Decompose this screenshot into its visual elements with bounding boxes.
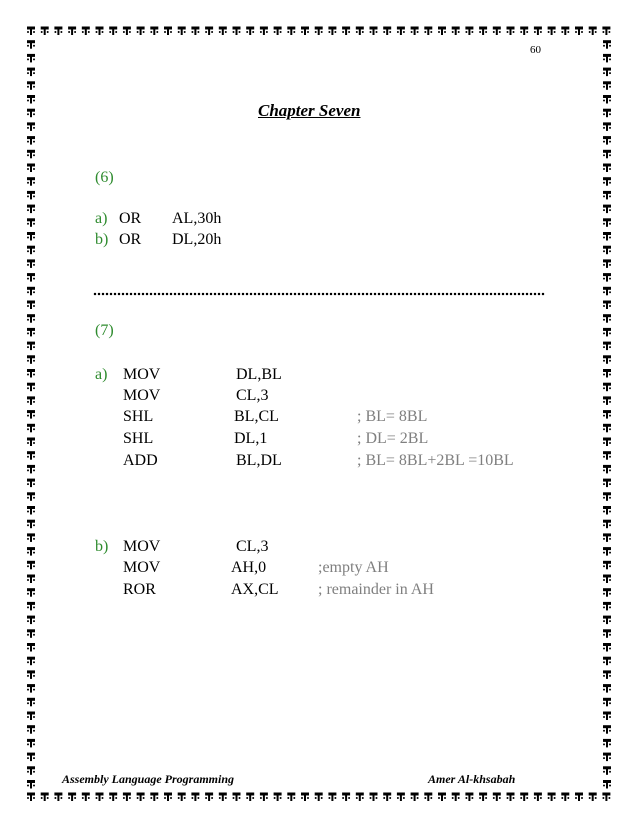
border-ornament: [219, 27, 227, 36]
border-ornament: [603, 698, 611, 707]
border-ornament: [27, 342, 35, 351]
border-ornament: [82, 793, 90, 802]
border-ornament: [603, 122, 611, 130]
border-ornament: [68, 793, 76, 802]
border-ornament: [603, 753, 611, 762]
border-ornament: [603, 547, 611, 556]
border-ornament: [164, 793, 172, 802]
border-ornament: [246, 27, 254, 36]
q7-b-line-3-args: AX,CL: [231, 581, 279, 598]
border-ornament: [603, 616, 611, 625]
border-ornament: [603, 438, 611, 447]
border-ornament: [27, 287, 35, 296]
border-ornament: [603, 287, 611, 296]
border-ornament: [96, 27, 104, 36]
border-ornament: [315, 27, 323, 36]
border-ornament: [205, 27, 213, 36]
border-ornament: [383, 27, 391, 36]
border-ornament: [68, 27, 76, 36]
border-ornament: [603, 191, 611, 200]
border-ornament: [178, 27, 186, 36]
border-ornament: [603, 109, 611, 118]
border-ornament: [603, 479, 611, 488]
border-ornament: [27, 712, 35, 721]
border-ornament: [603, 81, 611, 90]
q7-a-line-5-op: ADD: [123, 452, 158, 469]
border-ornament: [493, 27, 501, 36]
q7-b-line-2-op: MOV: [123, 559, 161, 576]
border-ornament: [465, 27, 473, 36]
border-ornament: [602, 793, 610, 802]
border-ornament: [109, 27, 117, 36]
border-ornament: [603, 780, 611, 789]
border-ornament: [603, 396, 611, 405]
border-ornament: [27, 273, 35, 282]
border-ornament: [589, 27, 597, 36]
border-ornament: [27, 54, 35, 63]
border-ornament: [27, 109, 35, 118]
border-ornament: [603, 314, 611, 323]
border-ornament: [397, 27, 405, 36]
border-ornament: [603, 725, 611, 734]
border-ornament: [603, 533, 611, 542]
question-7-label: (7): [95, 322, 114, 339]
border-ornament: [27, 27, 35, 36]
q7-b-line-1-op: MOV: [123, 538, 161, 555]
border-ornament: [27, 561, 35, 570]
border-ornament: [150, 27, 158, 36]
border-ornament: [27, 40, 35, 49]
border-ornament: [520, 793, 528, 802]
border-ornament: [27, 328, 35, 337]
border-ornament: [27, 369, 35, 378]
border-ornament: [27, 575, 35, 584]
border-ornament: [82, 27, 90, 36]
border-ornament: [603, 218, 611, 227]
border-ornament: [246, 793, 254, 802]
border-ornament: [301, 27, 309, 36]
border-ornament: [27, 232, 35, 241]
dotted-separator: [93, 292, 545, 296]
border-ornament: [548, 793, 556, 802]
border-ornament: [123, 27, 131, 36]
q6-a-args: AL,30h: [172, 210, 222, 227]
border-ornament: [137, 793, 145, 802]
border-ornament: [603, 177, 611, 186]
border-ornament: [603, 739, 611, 748]
border-ornament: [507, 27, 515, 36]
border-ornament: [575, 27, 583, 36]
border-ornament: [603, 54, 611, 63]
border-ornament: [274, 793, 282, 802]
q7-a-line-3-op: SHL: [123, 408, 154, 425]
border-ornament: [27, 68, 35, 77]
border-ornament: [603, 424, 611, 433]
q6-b-letter: b): [95, 231, 109, 248]
border-ornament: [27, 451, 35, 460]
border-ornament: [27, 670, 35, 679]
border-ornament: [603, 766, 611, 775]
border-ornament: [27, 150, 35, 159]
border-ornament: [603, 68, 611, 77]
border-ornament: [27, 205, 35, 214]
border-ornament: [27, 520, 35, 529]
q7-a-line-2-op: MOV: [123, 387, 161, 404]
border-ornament: [27, 191, 35, 200]
border-ornament: [27, 396, 35, 405]
border-ornament: [27, 314, 35, 323]
border-ornament: [424, 27, 432, 36]
q7-a-line-5-comment: ; BL= 8BL+2BL =10BL: [357, 452, 514, 469]
border-ornament: [315, 793, 323, 802]
border-ornament: [27, 602, 35, 611]
border-ornament: [603, 232, 611, 241]
border-ornament: [27, 766, 35, 775]
border-ornament: [603, 712, 611, 721]
border-ornament: [465, 793, 473, 802]
border-ornament: [603, 273, 611, 282]
border-ornament: [411, 793, 419, 802]
border-ornament: [27, 383, 35, 392]
border-ornament: [603, 95, 611, 104]
border-ornament: [603, 506, 611, 515]
border-ornament: [27, 81, 35, 90]
q6-a-letter: a): [95, 210, 108, 227]
border-ornament: [603, 164, 611, 173]
border-ornament: [27, 465, 35, 474]
border-ornament: [54, 793, 62, 802]
q7-a-line-1-args: DL,BL: [236, 366, 282, 383]
q7-b-letter: b): [95, 538, 109, 555]
border-ornament: [603, 451, 611, 460]
border-ornament: [27, 684, 35, 693]
border-ornament: [27, 122, 35, 130]
border-ornament: [493, 793, 501, 802]
border-ornament: [27, 657, 35, 666]
border-ornament: [41, 27, 49, 36]
border-ornament: [27, 136, 35, 145]
border-ornament: [27, 780, 35, 789]
border-ornament: [27, 725, 35, 734]
border-ornament: [603, 643, 611, 652]
border-ornament: [603, 355, 611, 364]
border-ornament: [603, 383, 611, 392]
q6-a-op: OR: [119, 210, 142, 227]
border-ornament: [356, 793, 364, 802]
border-ornament: [534, 27, 542, 36]
border-ornament: [287, 27, 295, 36]
border-ornament: [603, 328, 611, 337]
border-ornament: [411, 27, 419, 36]
border-ornament: [274, 27, 282, 36]
border-ornament: [27, 177, 35, 186]
border-ornament: [27, 424, 35, 433]
q7-b-line-2-comment: ;empty AH: [318, 559, 389, 576]
border-ornament: [328, 793, 336, 802]
border-ornament: [438, 27, 446, 36]
border-ornament: [191, 793, 199, 802]
border-ornament: [27, 259, 35, 268]
border-ornament: [27, 547, 35, 556]
border-ornament: [603, 684, 611, 693]
border-ornament: [424, 793, 432, 802]
border-ornament: [342, 793, 350, 802]
border-ornament: [27, 246, 35, 255]
border-ornament: [233, 27, 241, 36]
border-ornament: [534, 793, 542, 802]
border-ornament: [41, 793, 49, 802]
border-ornament: [287, 793, 295, 802]
border-ornament: [27, 438, 35, 447]
border-ornament: [27, 218, 35, 227]
border-ornament: [191, 27, 199, 36]
border-ornament: [561, 27, 569, 36]
border-ornament: [27, 410, 35, 419]
border-ornament: [27, 492, 35, 501]
border-ornament: [27, 95, 35, 104]
q6-b-args: DL,20h: [172, 231, 222, 248]
border-ornament: [603, 575, 611, 584]
chapter-title: Chapter Seven: [258, 101, 361, 120]
border-ornament: [301, 793, 309, 802]
border-ornament: [438, 793, 446, 802]
border-ornament: [603, 259, 611, 268]
border-ornament: [507, 793, 515, 802]
q7-a-line-3-comment: ; BL= 8BL: [357, 408, 428, 425]
border-ornament: [27, 588, 35, 597]
border-ornament: [27, 301, 35, 310]
border-ornament: [603, 465, 611, 474]
border-ornament: [27, 753, 35, 762]
q7-b-line-2-args: AH,0: [231, 559, 267, 576]
border-ornament: [370, 793, 378, 802]
q7-a-line-5-args: BL,DL: [236, 452, 282, 469]
q7-b-line-1-args: CL,3: [236, 538, 269, 555]
border-ornament: [164, 27, 172, 36]
border-ornament: [479, 793, 487, 802]
border-ornament: [548, 27, 556, 36]
border-ornament: [96, 793, 104, 802]
border-ornament: [520, 27, 528, 36]
border-ornament: [603, 301, 611, 310]
border-ornament: [603, 629, 611, 638]
border-ornament: [602, 27, 610, 36]
border-ornament: [356, 27, 364, 36]
border-ornament: [260, 27, 268, 36]
q7-b-line-3-comment: ; remainder in AH: [318, 581, 434, 598]
border-ornament: [479, 27, 487, 36]
question-6-label: (6): [95, 169, 114, 186]
q7-a-line-4-comment: ; DL= 2BL: [357, 430, 429, 447]
border-ornament: [603, 520, 611, 529]
border-ornament: [27, 479, 35, 488]
border-ornament: [452, 793, 460, 802]
border-ornament: [27, 643, 35, 652]
border-ornament: [27, 629, 35, 638]
border-ornament: [603, 246, 611, 255]
q7-a-line-3-args: BL,CL: [234, 408, 279, 425]
border-ornament: [109, 793, 117, 802]
border-ornament: [603, 670, 611, 679]
border-ornament: [603, 410, 611, 419]
border-ornament: [27, 793, 35, 802]
footer-right: Amer Al-khsabah: [428, 772, 516, 786]
border-ornament: [54, 27, 62, 36]
border-ornament: [603, 40, 611, 49]
border-ornament: [27, 164, 35, 173]
q7-a-line-4-op: SHL: [123, 430, 154, 447]
border-ornament: [575, 793, 583, 802]
border-ornament: [137, 27, 145, 36]
border-ornament: [589, 793, 597, 802]
border-ornament: [27, 355, 35, 364]
border-ornament: [27, 533, 35, 542]
border-ornament: [603, 205, 611, 214]
border-ornament: [603, 602, 611, 611]
border-ornament: [603, 342, 611, 351]
q7-a-line-1-op: MOV: [123, 366, 161, 383]
border-ornament: [328, 27, 336, 36]
border-ornament: [342, 27, 350, 36]
border-ornament: [260, 793, 268, 802]
q7-a-letter: a): [95, 366, 108, 383]
footer-left: Assembly Language Programming: [62, 772, 235, 786]
border-ornament: [397, 793, 405, 802]
border-ornament: [27, 739, 35, 748]
border-ornament: [603, 136, 611, 145]
border-ornament: [123, 793, 131, 802]
border-ornament: [603, 588, 611, 597]
border-ornament: [219, 793, 227, 802]
border-ornament: [383, 793, 391, 802]
border-ornament: [603, 492, 611, 501]
q6-b-op: OR: [119, 231, 142, 248]
border-ornament: [27, 616, 35, 625]
border-ornament: [233, 793, 241, 802]
border-ornament: [603, 561, 611, 570]
border-ornament: [603, 369, 611, 378]
border-ornament: [561, 793, 569, 802]
border-ornament: [27, 698, 35, 707]
q7-a-line-2-args: CL,3: [236, 387, 269, 404]
q7-b-line-3-op: ROR: [123, 581, 156, 598]
border-ornament: [205, 793, 213, 802]
border-ornament: [370, 27, 378, 36]
page-number: 60: [530, 44, 541, 56]
border-ornament: [603, 657, 611, 666]
border-ornament: [603, 150, 611, 159]
border-ornament: [452, 27, 460, 36]
border-ornament: [150, 793, 158, 802]
border-ornament: [27, 506, 35, 515]
q7-a-line-4-args: DL,1: [234, 430, 268, 447]
border-ornament: [178, 793, 186, 802]
